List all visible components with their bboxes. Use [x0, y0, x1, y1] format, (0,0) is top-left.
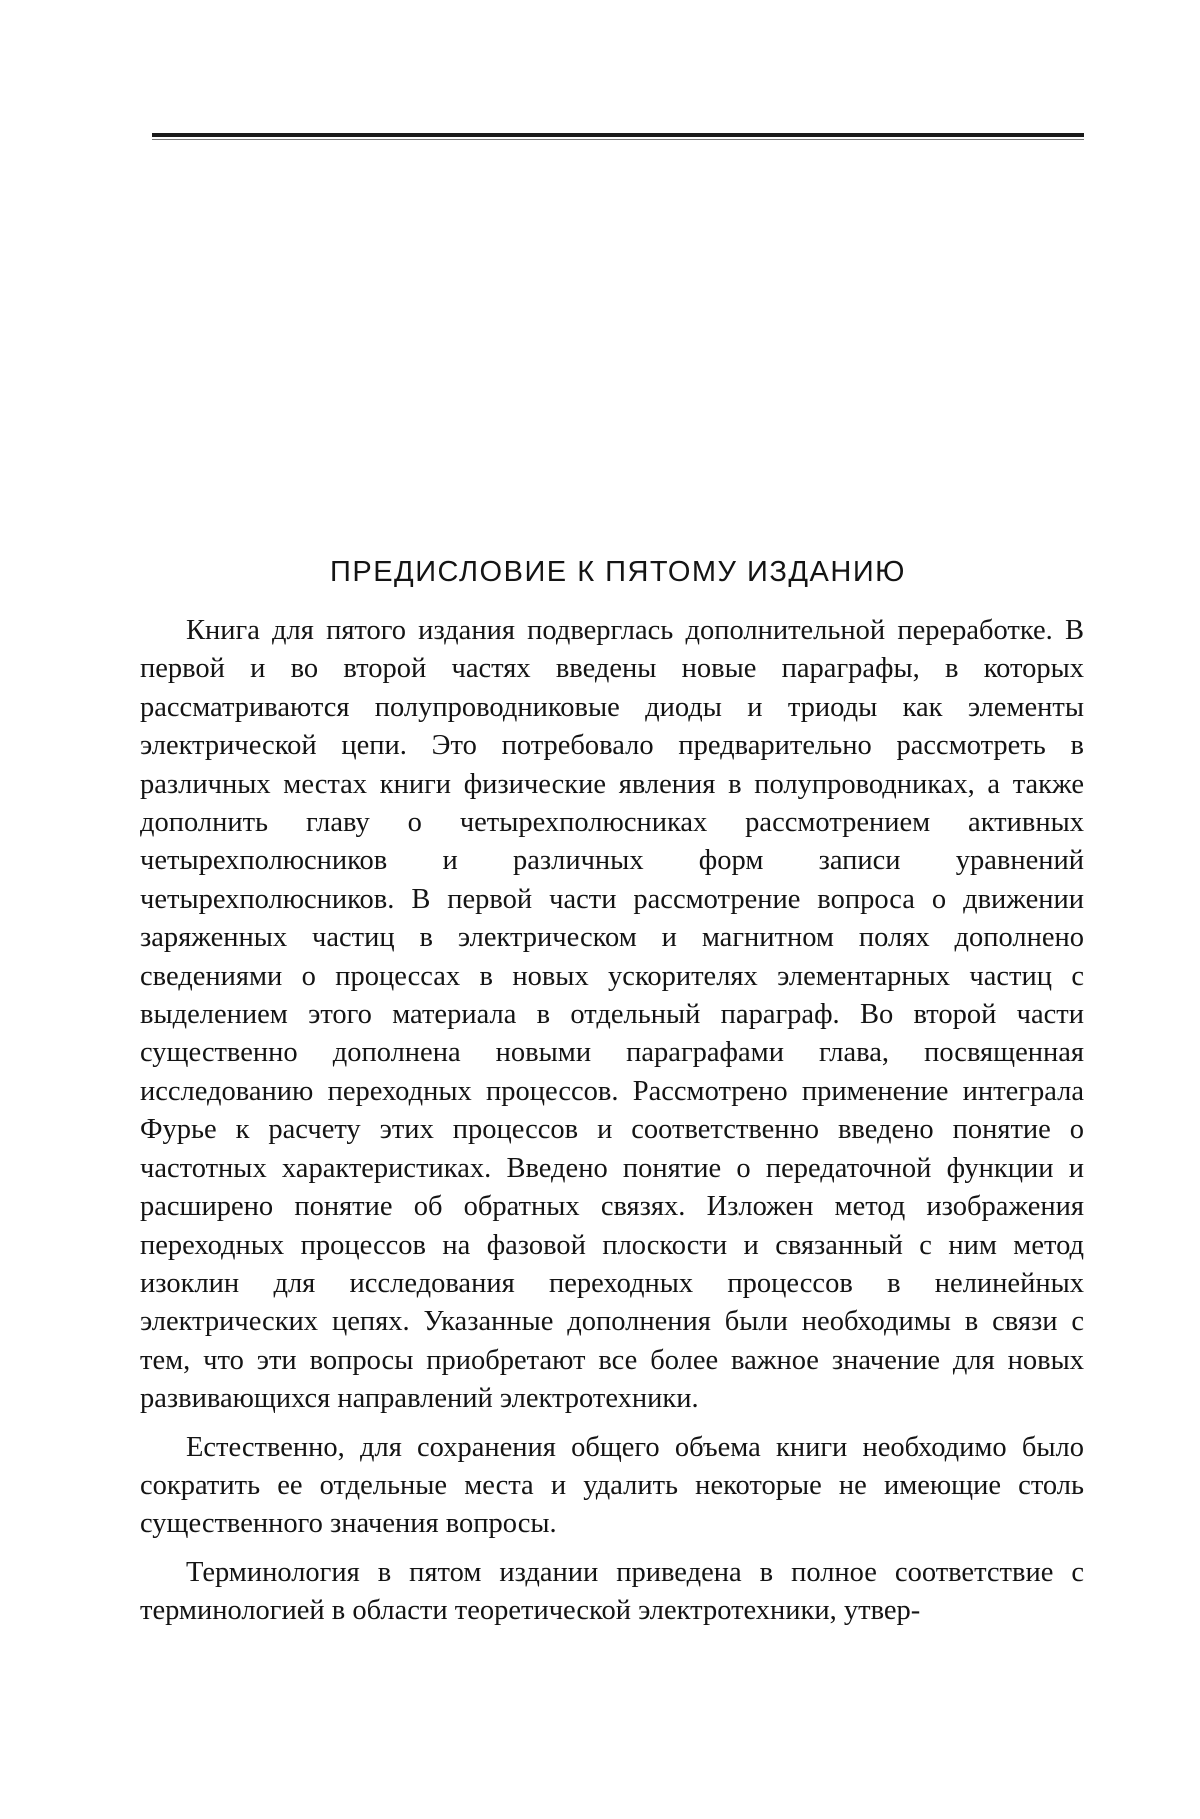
paragraph-3: Терминология в пятом издании приведена в полное соответствие с терминологией в области теоретической электротехники, утвер-	[140, 1556, 1084, 1627]
preface-body	[140, 612, 1084, 1641]
header-rule	[152, 133, 1084, 137]
paragraph-2: Естественно, для сохранения общего объема книги необходимо было сократить ее отдельные места и удалить некоторые не имеющие столь существенного значения вопросы.	[140, 1431, 1084, 1540]
paragraph-1: Книга для пятого издания подверглась дополнительной переработке. В первой и во второй частях введены новые параграфы, в которых рассматриваются полупроводниковые диоды и триоды как элементы электрической цепи. Это потребовало предварительно рассмотреть в различных местах книги физические явления в полупроводниках, а также дополнить главу о четырехполюсниках рассмотрением активных четырехполюсников и различных форм записи уравнений четырехполюсников. В первой части рассмотрение вопроса о движении заряженных частиц в электрическом и магнитном полях дополнено сведениями о процессах в новых ускорителях элементарных частиц с выделением этого материала в отдельный параграф. Во второй части существенно дополнена новыми параграфами глава, посвященная исследованию переходных процессов. Рассмотрено применение интеграла Фурье к расчету этих процессов и соответственно введено понятие о частотных характеристиках. Введено понятие о передаточной функции и расширено понятие об обратных связях. Изложен метод изображения переходных процессов на фазовой плоскости и связанный с ним метод изоклин для исследования переходных процессов в нелинейных электрических цепях. Указанные дополнения были необходимы в связи с тем, что эти вопросы приобретают все более важное значение для новых развивающихся направлений электротехники.	[140, 615, 1084, 1415]
page-title: ПРЕДИСЛОВИЕ К ПЯТОМУ ИЗДАНИЮ	[330, 556, 906, 588]
